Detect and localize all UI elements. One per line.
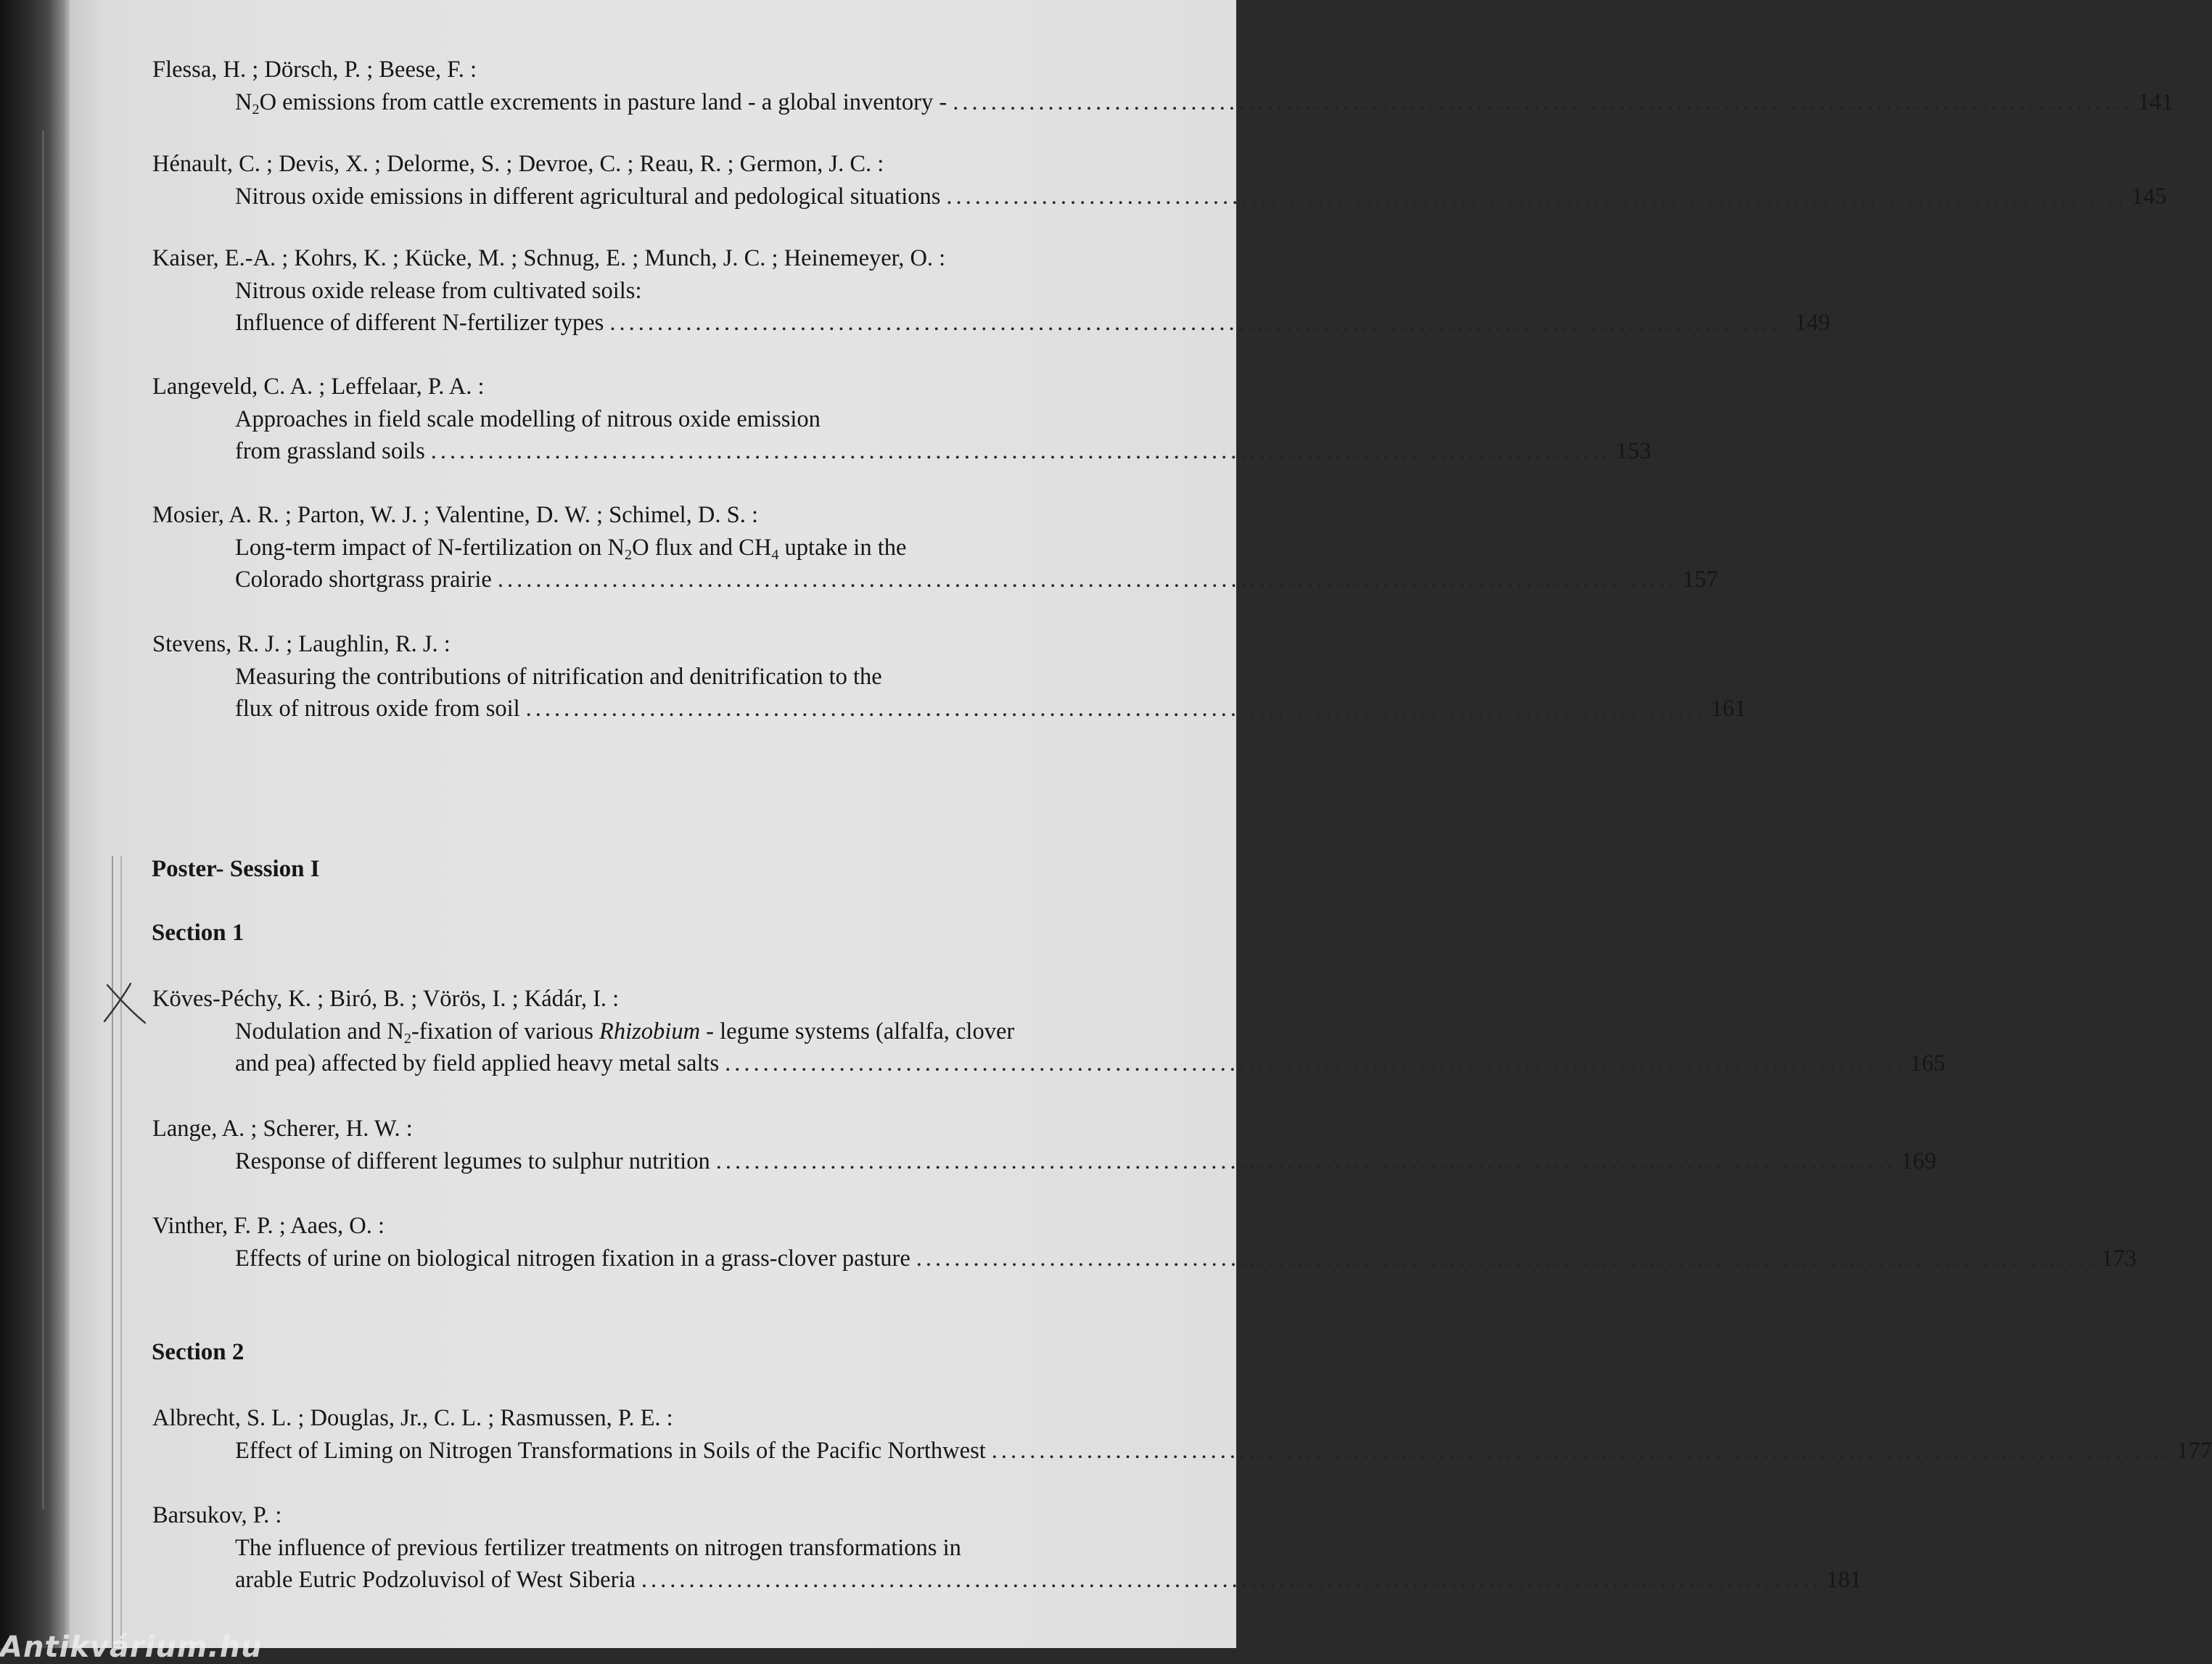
entry-title: and pea) affected by field applied heavy metal salts xyxy=(235,1050,720,1076)
toc-entry xyxy=(152,371,1652,468)
toc-entry xyxy=(152,499,1719,596)
poster-session-heading: Poster- Session I xyxy=(152,856,320,882)
entry-page: 153 xyxy=(1616,438,1652,464)
entry-page: 157 xyxy=(1682,567,1719,593)
entry-title: Approaches in field scale modelling of nitrous oxide emission xyxy=(235,405,821,432)
leader-dots: ............................................................................................................................ xyxy=(641,1567,1822,1593)
handwritten-x-mark xyxy=(102,981,149,1026)
entry-title: Nitrous oxide emissions in different agricultural and pedological situations xyxy=(235,183,941,210)
toc-entry xyxy=(152,242,1830,339)
section-1-heading: Section 1 xyxy=(152,920,244,946)
toc-entry xyxy=(152,628,1746,725)
leader-dots: ............................................................................................................................ xyxy=(946,183,2127,210)
entry-title: arable Eutric Podzoluvisol of West Siberia xyxy=(235,1567,636,1593)
entry-authors: Langeveld, C. A. ; Leffelaar, P. A. : xyxy=(152,374,485,400)
leader-dots: ............................................................................................................................ xyxy=(609,310,1790,336)
page xyxy=(70,0,2212,1648)
entry-authors: Barsukov, P. : xyxy=(152,1502,282,1528)
entry-title: $N_2O$ emissions from cattle excrements in pasture land - a global inventory - xyxy=(235,88,947,118)
entry-page: 173 xyxy=(2101,1245,2137,1272)
entry-authors: Köves-Péchy, K. ; Biró, B. ; Vörös, I. ; Kádár, I. : xyxy=(152,986,620,1012)
entry-title: Effect of Liming on Nitrogen Transformations in Soils of the Pacific Northwest xyxy=(235,1437,986,1464)
entry-page: 177 xyxy=(2176,1437,2212,1464)
leader-dots: ............................................................................................................................ xyxy=(497,567,1679,593)
entry-title: Colorado shortgrass prairie xyxy=(235,567,492,593)
entry-title: flux of nitrous oxide from soil xyxy=(235,696,520,722)
entry-title: Effects of urine on biological nitrogen fixation in a grass-clover pasture xyxy=(235,1245,910,1272)
entry-authors: Lange, A. ; Scherer, H. W. : xyxy=(152,1116,413,1142)
entry-title: Measuring the contributions of nitrification and denitrification to the xyxy=(235,663,882,690)
toc-entry xyxy=(152,983,1946,1080)
leader-dots: ............................................................................................................................ xyxy=(715,1148,1897,1174)
leader-dots: ............................................................................................................................ xyxy=(525,696,1707,722)
entry-title: from grassland soils xyxy=(235,438,425,464)
leader-dots: ............................................................................................................................ xyxy=(953,88,2134,115)
section-2-heading: Section 2 xyxy=(152,1339,244,1365)
entry-title: Response of different legumes to sulphur nutrition xyxy=(235,1148,710,1174)
entry-authors: Vinther, F. P. ; Aaes, O. : xyxy=(152,1213,385,1239)
entry-page: 169 xyxy=(1901,1148,1936,1174)
watermark: Antikvárium.hu xyxy=(0,1631,263,1664)
entry-page: 149 xyxy=(1794,310,1830,336)
toc-entry xyxy=(152,1113,1936,1177)
entry-title: The influence of previous fertilizer treatments on nitrogen transformations in xyxy=(235,1534,961,1561)
leader-dots: ............................................................................................................................ xyxy=(916,1245,2097,1272)
toc-entry xyxy=(152,148,2167,213)
toc-content xyxy=(70,0,2212,1648)
entry-page: 145 xyxy=(2131,183,2167,210)
entry-page: 141 xyxy=(2137,88,2174,115)
leader-dots: ............................................................................................................................ xyxy=(991,1437,2173,1464)
toc-entry xyxy=(152,1499,1862,1597)
leader-dots: ............................................................................................................................ xyxy=(725,1050,1906,1076)
toc-entry xyxy=(152,1210,2137,1274)
entry-authors: Stevens, R. J. ; Laughlin, R. J. : xyxy=(152,631,451,657)
entry-authors: Flessa, H. ; Dörsch, P. ; Beese, F. : xyxy=(152,57,477,83)
entry-authors: Hénault, C. ; Devis, X. ; Delorme, S. ; Devroe, C. ; Reau, R. ; Germon, J. C. : xyxy=(152,151,884,177)
toc-entry xyxy=(152,54,2174,118)
entry-title: Nitrous oxide release from cultivated soils: xyxy=(235,277,642,304)
entry-title: Long-term impact of N-fertilization on $N_2O$ flux and $CH_4$ uptake in the xyxy=(235,534,907,563)
toc-entry xyxy=(152,1402,2212,1467)
entry-page: 165 xyxy=(1909,1050,1946,1076)
entry-title: Influence of different N-fertilizer types xyxy=(235,310,604,336)
entry-title: Nodulation and $N_2$-fixation of various Rhizobium - legume systems (alfalfa, clover xyxy=(235,1018,1015,1047)
entry-authors: Kaiser, E.-A. ; Kohrs, K. ; Kücke, M. ; Schnug, E. ; Munch, J. C. ; Heinemeyer, O. : xyxy=(152,245,946,271)
entry-page: 181 xyxy=(1826,1567,1862,1593)
book-spine-edge xyxy=(0,0,70,1648)
entry-authors: Mosier, A. R. ; Parton, W. J. ; Valentine, D. W. ; Schimel, D. S. : xyxy=(152,502,759,528)
entry-authors: Albrecht, S. L. ; Douglas, Jr., C. L. ; Rasmussen, P. E. : xyxy=(152,1405,673,1431)
leader-dots: ............................................................................................................................ xyxy=(430,438,1612,464)
entry-page: 161 xyxy=(1711,696,1746,722)
